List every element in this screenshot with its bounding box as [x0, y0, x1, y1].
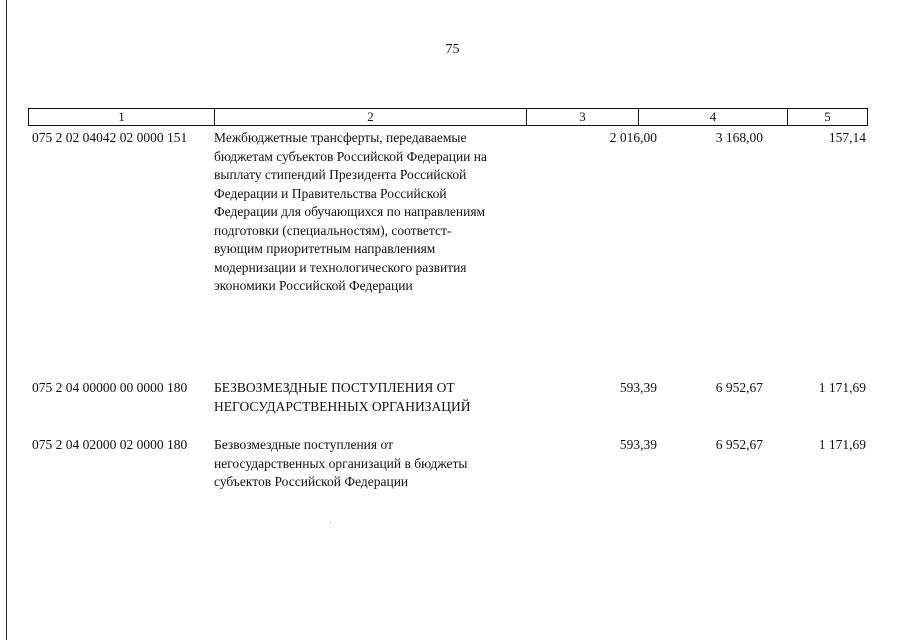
left-margin-rule	[6, 0, 7, 640]
header-col-4: 4	[638, 109, 787, 125]
row-1-col5: 157,14	[828, 130, 866, 145]
row-1-col4: 3 168,00	[715, 130, 763, 145]
description-line: Межбюджетные трансферты, передаваемые	[214, 130, 467, 145]
row-2-col4: 6 952,67	[715, 380, 763, 395]
description-line: Федерации и Правительства Российской	[214, 185, 447, 201]
row-2-description	[214, 379, 544, 416]
description-line: модернизации и технологического развития	[214, 259, 467, 275]
table-header	[28, 108, 868, 126]
row-2-col5: 1 171,69	[818, 380, 866, 395]
row-1-description	[214, 129, 544, 296]
row-2-code: 075 2 04 00000 00 0000 180	[32, 380, 188, 395]
description-line: субъектов Российской Федерации	[214, 474, 409, 489]
row-3-col3: 593,39	[619, 437, 657, 452]
description-line: бюджетам субъектов Российской Федерации на	[214, 148, 487, 164]
scan-speck	[330, 522, 331, 523]
header-col-3: 3	[526, 109, 638, 125]
description-line: подготовки (специальностям), соответст-	[214, 222, 452, 238]
row-2-col3: 593,39	[619, 380, 657, 395]
description-line: вующим приоритетным направлениям	[214, 241, 436, 256]
row-3-description	[214, 436, 544, 492]
description-line: БЕЗВОЗМЕЗДНЫЕ ПОСТУПЛЕНИЯ ОТ	[214, 380, 455, 395]
page-number: 75	[445, 42, 460, 57]
description-line: НЕГОСУДАРСТВЕННЫХ ОРГАНИЗАЦИЙ	[214, 398, 471, 414]
description-line: выплату стипендий Президента Российской	[214, 167, 467, 182]
description-line: экономики Российской Федерации	[214, 278, 413, 293]
description-line: Федерации для обучающихся по направлениям	[214, 204, 486, 219]
description-line: негосударственных организаций в бюджеты	[214, 455, 468, 471]
row-3-col5: 1 171,69	[818, 437, 866, 452]
row-3-col4: 6 952,67	[715, 437, 763, 452]
header-col-1: 1	[118, 109, 125, 124]
header-col-5: 5	[787, 109, 867, 125]
row-1-col3: 2 016,00	[609, 130, 657, 145]
row-3-code: 075 2 04 02000 02 0000 180	[32, 437, 188, 452]
row-1-code: 075 2 02 04042 02 0000 151	[32, 130, 188, 145]
header-col-2: 2	[214, 109, 526, 125]
description-line: Безвозмездные поступления от	[214, 437, 393, 452]
